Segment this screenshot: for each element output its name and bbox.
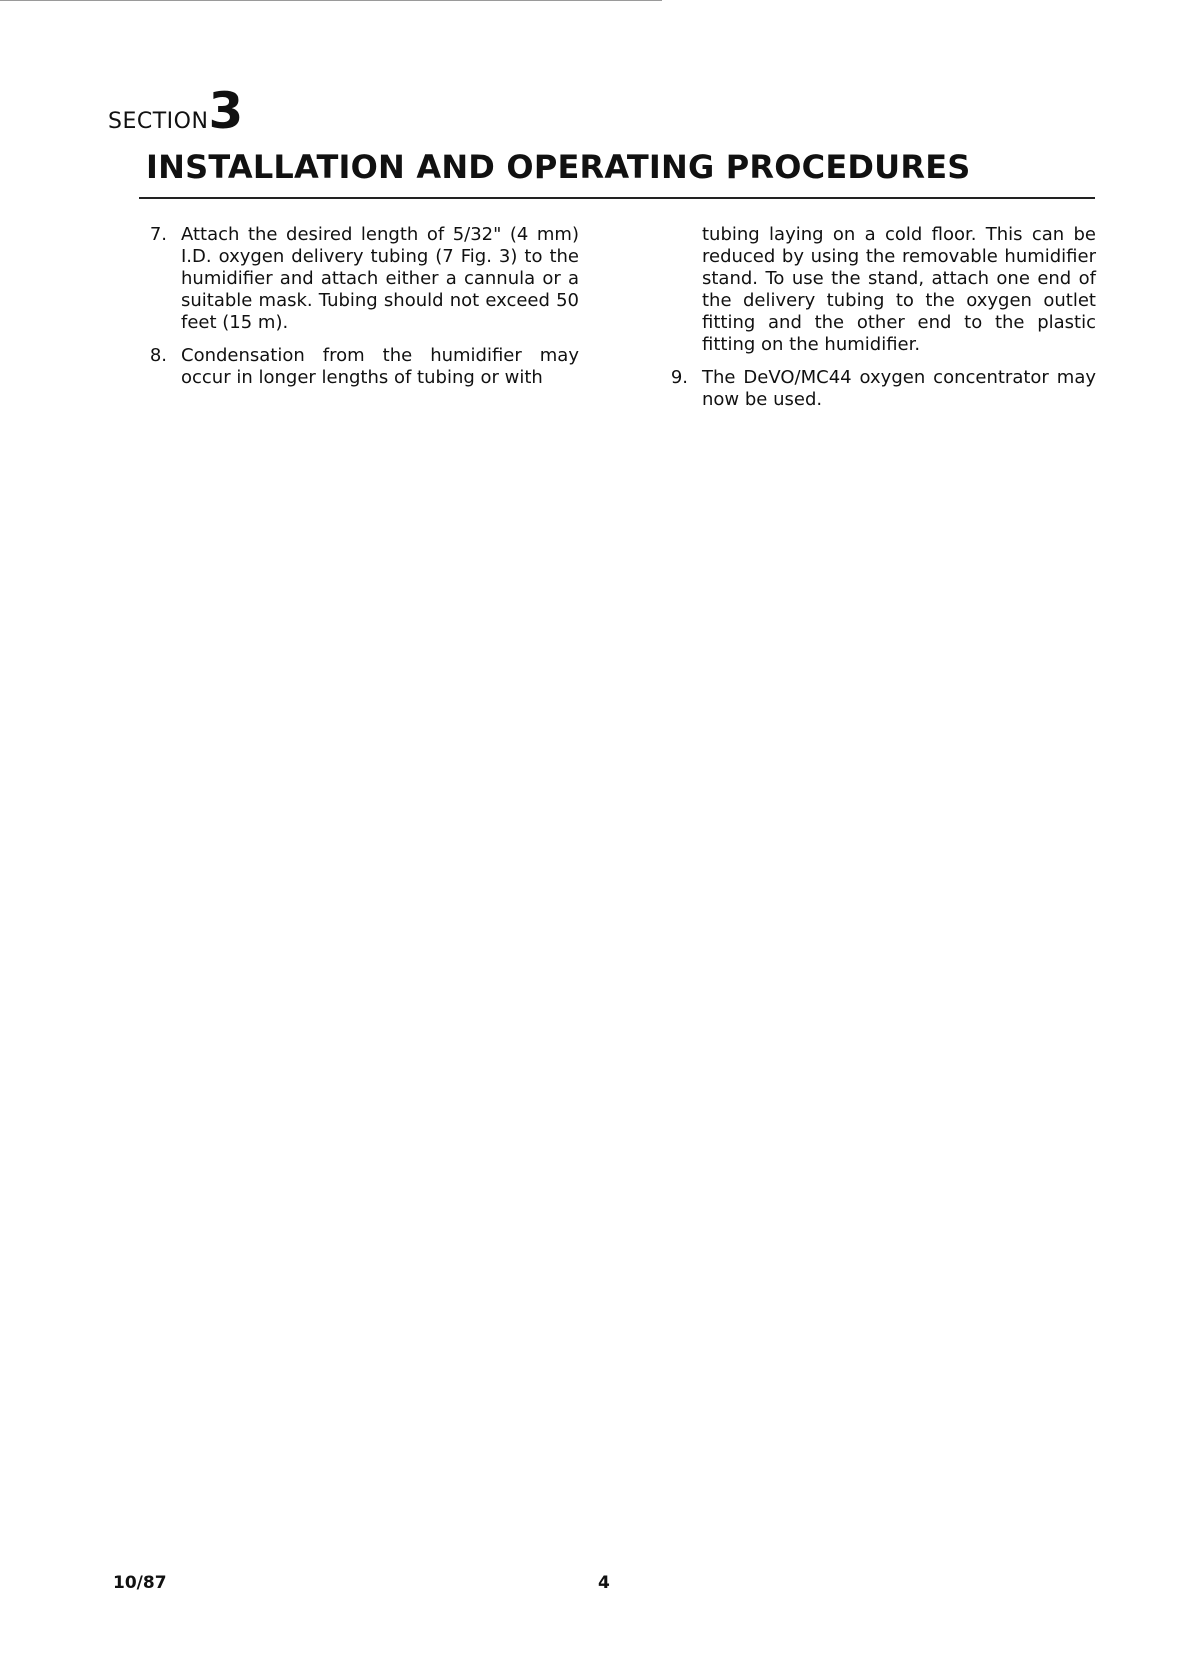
right-column [660,224,1096,422]
list-item [139,224,579,334]
left-column [139,224,579,400]
item-text: Attach the desired length of 5/32" (4 mm) I.D. oxygen delivery tubing (7 Fig. 3) to the humidifier and attach either a cannula or a suitable mask. Tubing should not exceed 50 feet (15 m). [181,224,579,333]
footer-date: 10/87 [113,1573,167,1593]
item-number: 9. [670,367,688,388]
section-label: SECTION [108,109,209,134]
item-number: 8. [149,345,167,366]
item-continuation: tubing laying on a cold floor. This can be reduced by using the removable humidifier stand. To use the stand, attach one end of the delivery tubing to the oxygen outlet fitting and the other end to the plastic fitting on the humidifier. [702,224,1096,355]
top-rule [0,0,662,1]
item-number: 7. [149,224,167,245]
list-item [660,367,1096,411]
section-number: 3 [208,82,244,140]
section-heading [108,82,244,140]
item-text: Condensation from the humidifier may occur in longer lengths of tubing or with [181,345,579,388]
page-number: 4 [598,1573,610,1593]
list-item [139,345,579,389]
title-divider [139,197,1095,199]
item-text: The DeVO/MC44 oxygen concentrator may now be used. [702,367,1096,410]
page-title: INSTALLATION AND OPERATING PROCEDURES [146,148,971,186]
